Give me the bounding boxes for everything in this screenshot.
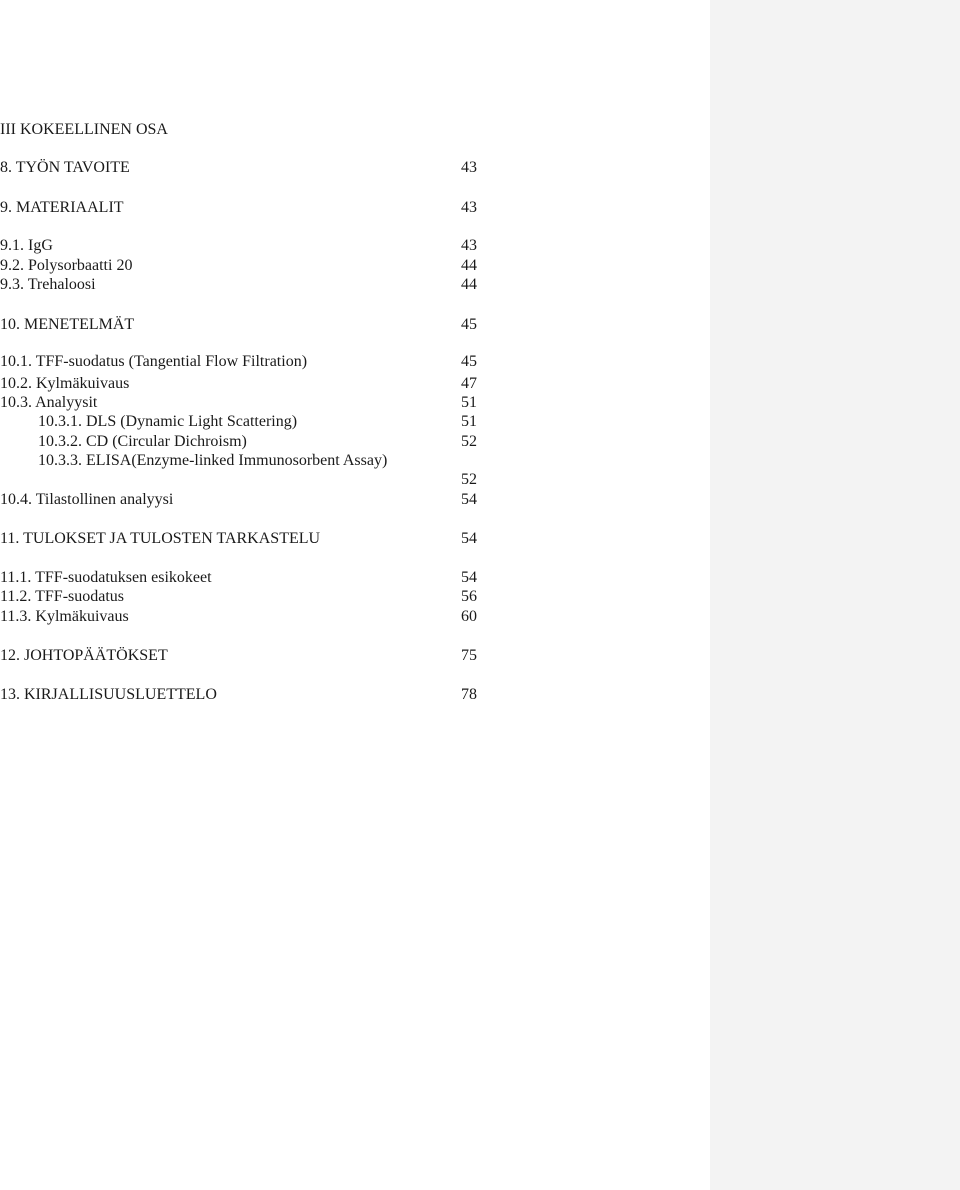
toc-entry-page: 43	[461, 199, 477, 216]
toc-entry-page: 54	[461, 491, 477, 508]
toc-entry-title: 9. MATERIAALIT	[0, 199, 124, 216]
toc-entry-title: 10. MENETELMÄT	[0, 316, 135, 333]
toc-entry-page: 51	[461, 413, 477, 430]
toc-entry-page: 78	[461, 686, 477, 703]
toc-entry-title: 10.3.1. DLS (Dynamic Light Scattering)	[38, 413, 298, 430]
side-margin-pane	[710, 0, 960, 1190]
toc-entry-title: 9.3. Trehaloosi	[0, 276, 96, 293]
toc-entry-title: 13. KIRJALLISUUSLUETTELO	[0, 686, 217, 703]
toc-entry-page: 51	[461, 394, 477, 411]
toc-entry-page: 47	[461, 375, 477, 392]
toc-entry-page: 45	[461, 353, 477, 370]
toc-entry-page: 75	[461, 647, 477, 664]
toc-entry-page: 44	[461, 257, 477, 274]
toc-entry-page: 43	[461, 237, 477, 254]
toc-entry-page: 54	[461, 530, 477, 547]
toc-entry-title: 11.3. Kylmäkuivaus	[0, 608, 129, 625]
toc-entry-title: 10.3.2. CD (Circular Dichroism)	[38, 433, 247, 450]
toc-entry-title: 10.3.3. ELISA(Enzyme-linked Immunosorbent Assay)	[38, 452, 388, 469]
toc-entry-title: 12. JOHTOPÄÄTÖKSET	[0, 647, 168, 664]
toc-entry-title: 11.1. TFF-suodatuksen esikokeet	[0, 569, 212, 586]
toc-entry-page: 43	[461, 159, 477, 176]
toc-entry-title: 9.1. IgG	[0, 237, 53, 254]
toc-entry-title: 11. TULOKSET JA TULOSTEN TARKASTELU	[0, 530, 321, 547]
toc-entry-page: 44	[461, 276, 477, 293]
toc-entry-page: 45	[461, 316, 477, 333]
toc-entry-title: 10.3. Analyysit	[0, 394, 98, 411]
toc-entry-page: 56	[461, 588, 477, 605]
toc-entry-page: 54	[461, 569, 477, 586]
toc-entry-page: 52	[461, 471, 477, 488]
toc-entry-title: 9.2. Polysorbaatti 20	[0, 257, 133, 274]
part-heading: III KOKEELLINEN OSA	[0, 121, 168, 138]
toc-entry-page: 60	[461, 608, 477, 625]
toc-entry-title: 10.4. Tilastollinen analyysi	[0, 491, 174, 508]
toc-entry-title: 10.1. TFF-suodatus (Tangential Flow Filtration)	[0, 353, 308, 370]
toc-entry-title: 8. TYÖN TAVOITE	[0, 159, 130, 176]
toc-entry-page: 52	[461, 433, 477, 450]
toc-entry-title: 10.2. Kylmäkuivaus	[0, 375, 130, 392]
toc-entry-title: 11.2. TFF-suodatus	[0, 588, 125, 605]
